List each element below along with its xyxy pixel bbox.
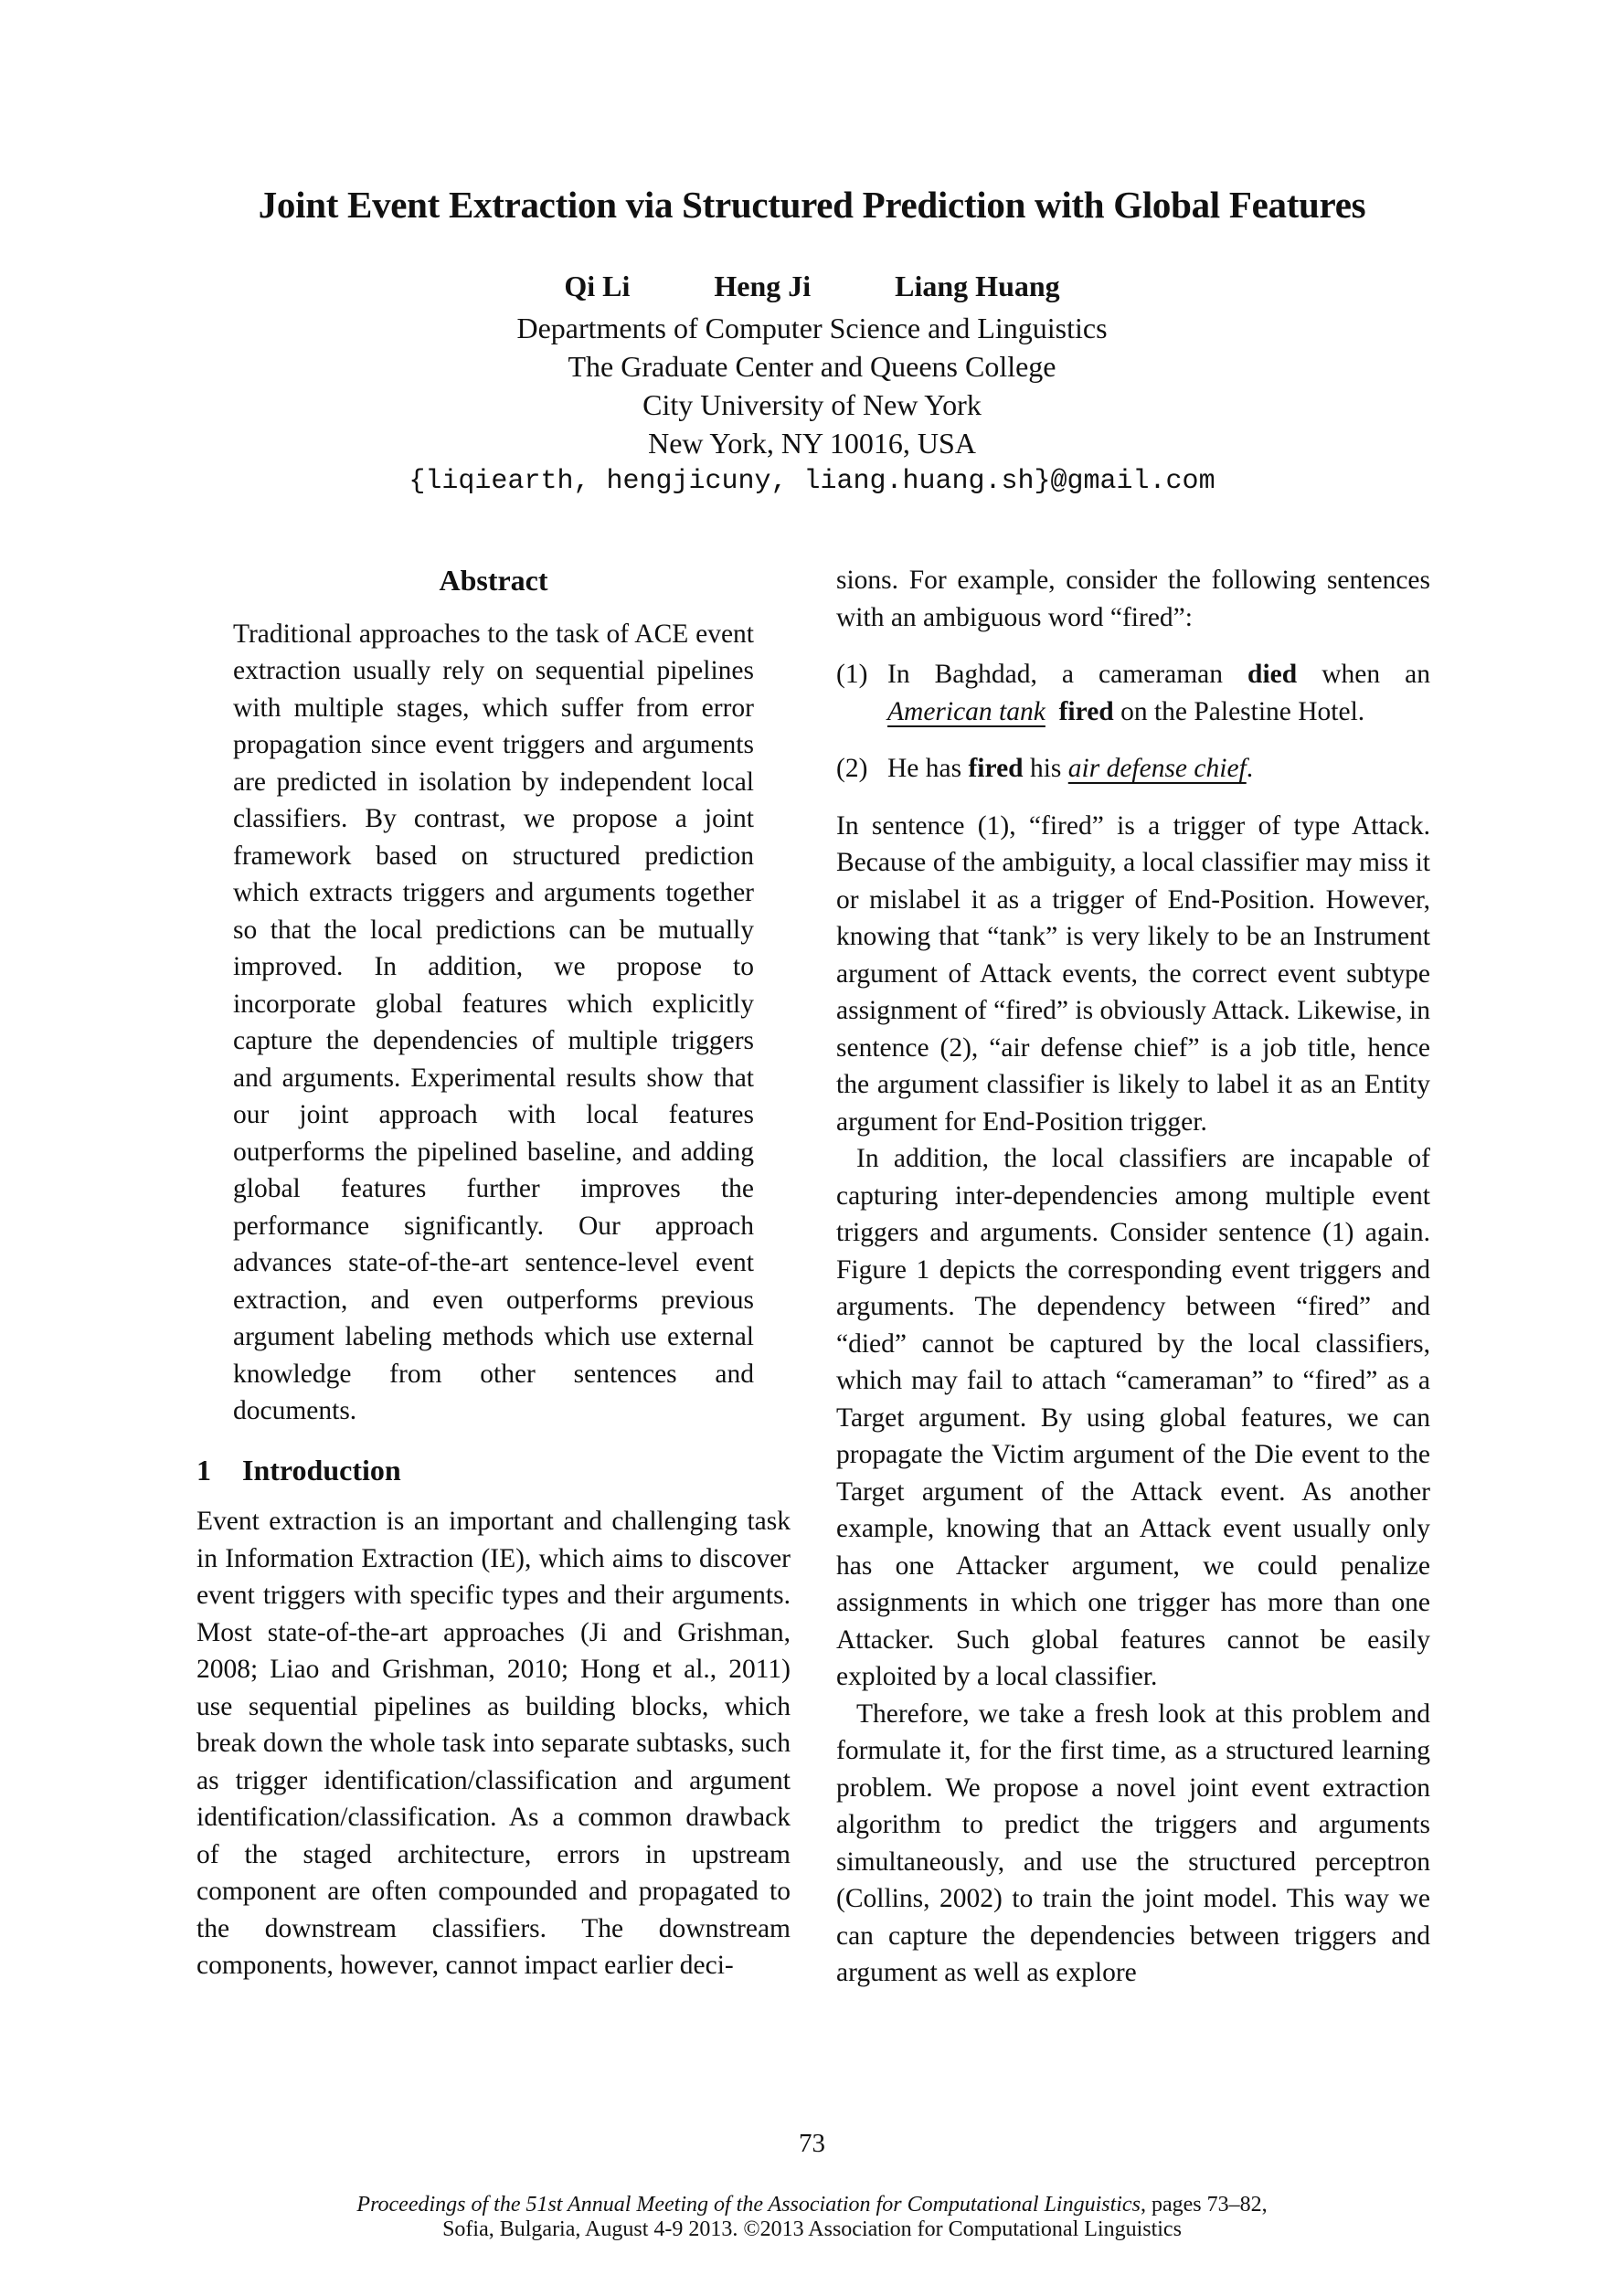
- author-list: [0, 270, 1624, 303]
- affiliation-line: New York, NY 10016, USA: [648, 427, 976, 460]
- proceedings-location: Sofia, Bulgaria, August 4-9 2013. ©2013 Association for Computational Linguistics: [442, 2217, 1182, 2241]
- example-text: when an: [1297, 660, 1430, 689]
- example-sentence-1: [836, 656, 1430, 730]
- argument-phrase: American tank: [887, 696, 1046, 726]
- example-text: on the Palestine Hotel.: [1113, 696, 1365, 726]
- affiliation-line: City University of New York: [642, 388, 982, 421]
- left-column: [196, 562, 791, 1984]
- abstract-text: Traditional approaches to the task of ACE event extraction usually rely on sequential pipelines with multiple stages, which suffer from error propagation since event triggers and arguments are predicted in isolation by independent local classifiers. By contrast, we propose a joint framework based on structured prediction which extracts triggers and arguments together so that the local predictions can be mutually improved. In addition, we propose to incorporate global features which explicitly capture the dependencies of multiple triggers and arguments. Experimental results show that our joint approach with local features outperforms the pipelined baseline, and adding global features further improves the performance significantly. Our approach advances state-of-the-art sentence-level event extraction, and even outperforms previous argument labeling methods which use external knowledge from other sentences and documents.: [233, 619, 754, 1425]
- example-text: .: [1246, 754, 1254, 783]
- affiliation-line: The Graduate Center and Queens College: [568, 350, 1056, 383]
- example-text: He has: [887, 754, 969, 783]
- trigger-word: fired: [968, 754, 1024, 783]
- body-paragraph: In addition, the local classifiers are incapable of capturing inter-dependencies among multiple event triggers and arguments. Consider sentence (1) again. Figure 1 depicts the corresponding event triggers and arguments. The dependency between “fired” and “died” cannot be captured by the local classifiers, which may fail to attach “cameraman” to “fired” as a Target argument. By using global features, we can propagate the Victim argument of the Die event to the Target argument of the Attack event. As another example, knowing that an Attack event usually only has one Attacker argument, we could penalize assignments in which one trigger has more than one Attacker. Such global features cannot be easily exploited by a local classifier.: [836, 1144, 1430, 1691]
- affiliation-line: Departments of Computer Science and Linguistics: [516, 312, 1108, 344]
- proceedings-venue: Proceedings of the 51st Annual Meeting of the Association for Computational Linguistics: [356, 2193, 1141, 2217]
- example-text: In Baghdad, a cameraman: [887, 660, 1248, 689]
- section-title: Introduction: [242, 1453, 401, 1487]
- body-paragraph: In sentence (1), “fired” is a trigger of type Attack. Because of the ambiguity, a local classifier may miss it or mislabel it as a trigger of End-Position. However, knowing that “tank” is very likely to be an Instrument argument of Attack events, the correct event subtype assignment of “fired” is obviously Attack. Likewise, in sentence (2), “air defense chief” is a job title, hence the argument classifier is likely to label it as an Entity argument for End-Position trigger.: [836, 810, 1430, 1137]
- author-name: Liang Huang: [895, 270, 1060, 302]
- trigger-word: fired: [1058, 696, 1114, 726]
- body-paragraph: Therefore, we take a fresh look at this problem and formulate it, for the first time, as a structured learning problem. We propose a novel joint event extraction algorithm to predict the triggers and arguments simultaneously, and use the structured perceptron (Collins, 2002) to train the joint model. This way we can capture the dependencies between triggers and argument as well as explore: [836, 1698, 1430, 1987]
- example-text: his: [1023, 754, 1068, 783]
- abstract-heading: Abstract: [439, 564, 548, 597]
- author-name: Heng Ji: [714, 270, 812, 302]
- continuation-paragraph: sions. For example, consider the following sentences with an ambiguous word “fired”:: [836, 566, 1430, 632]
- trigger-word: died: [1247, 660, 1298, 689]
- right-column: [836, 562, 1430, 1992]
- intro-paragraph: Event extraction is an important and challenging task in Information Extraction (IE), which aims to discover event triggers with specific types and their arguments. Most state-of-the-art approaches (Ji and Grishman, 2008; Liao and Grishman, 2010; Hong et al., 2011) use sequential pipelines as building blocks, which break down the whole task into separate subtasks, such as trigger identification/classification and argument identification/classification. As a common drawback of the staged architecture, errors in upstream component are often compounded and propagated to the downstream classifiers. The downstream components, however, cannot impact earlier deci-: [196, 1507, 791, 1980]
- page-number: 73: [799, 2129, 825, 2158]
- author-name: Qi Li: [564, 270, 631, 302]
- section-number: 1: [196, 1453, 211, 1487]
- example-sentence-2: [836, 750, 1430, 788]
- affiliation-block: [0, 309, 1624, 501]
- author-emails: {liqiearth, hengjicuny, liang.huang.sh}@gmail.com: [409, 466, 1215, 497]
- example-number: (2): [836, 754, 868, 783]
- proceedings-footer: [0, 2193, 1624, 2242]
- paper-title: Joint Event Extraction via Structured Prediction with Global Features: [258, 184, 1366, 226]
- example-number: (1): [836, 660, 868, 689]
- section-heading-introduction: [196, 1452, 791, 1489]
- proceedings-pages: , pages 73–82,: [1140, 2193, 1268, 2217]
- argument-phrase: air defense chief: [1067, 754, 1247, 783]
